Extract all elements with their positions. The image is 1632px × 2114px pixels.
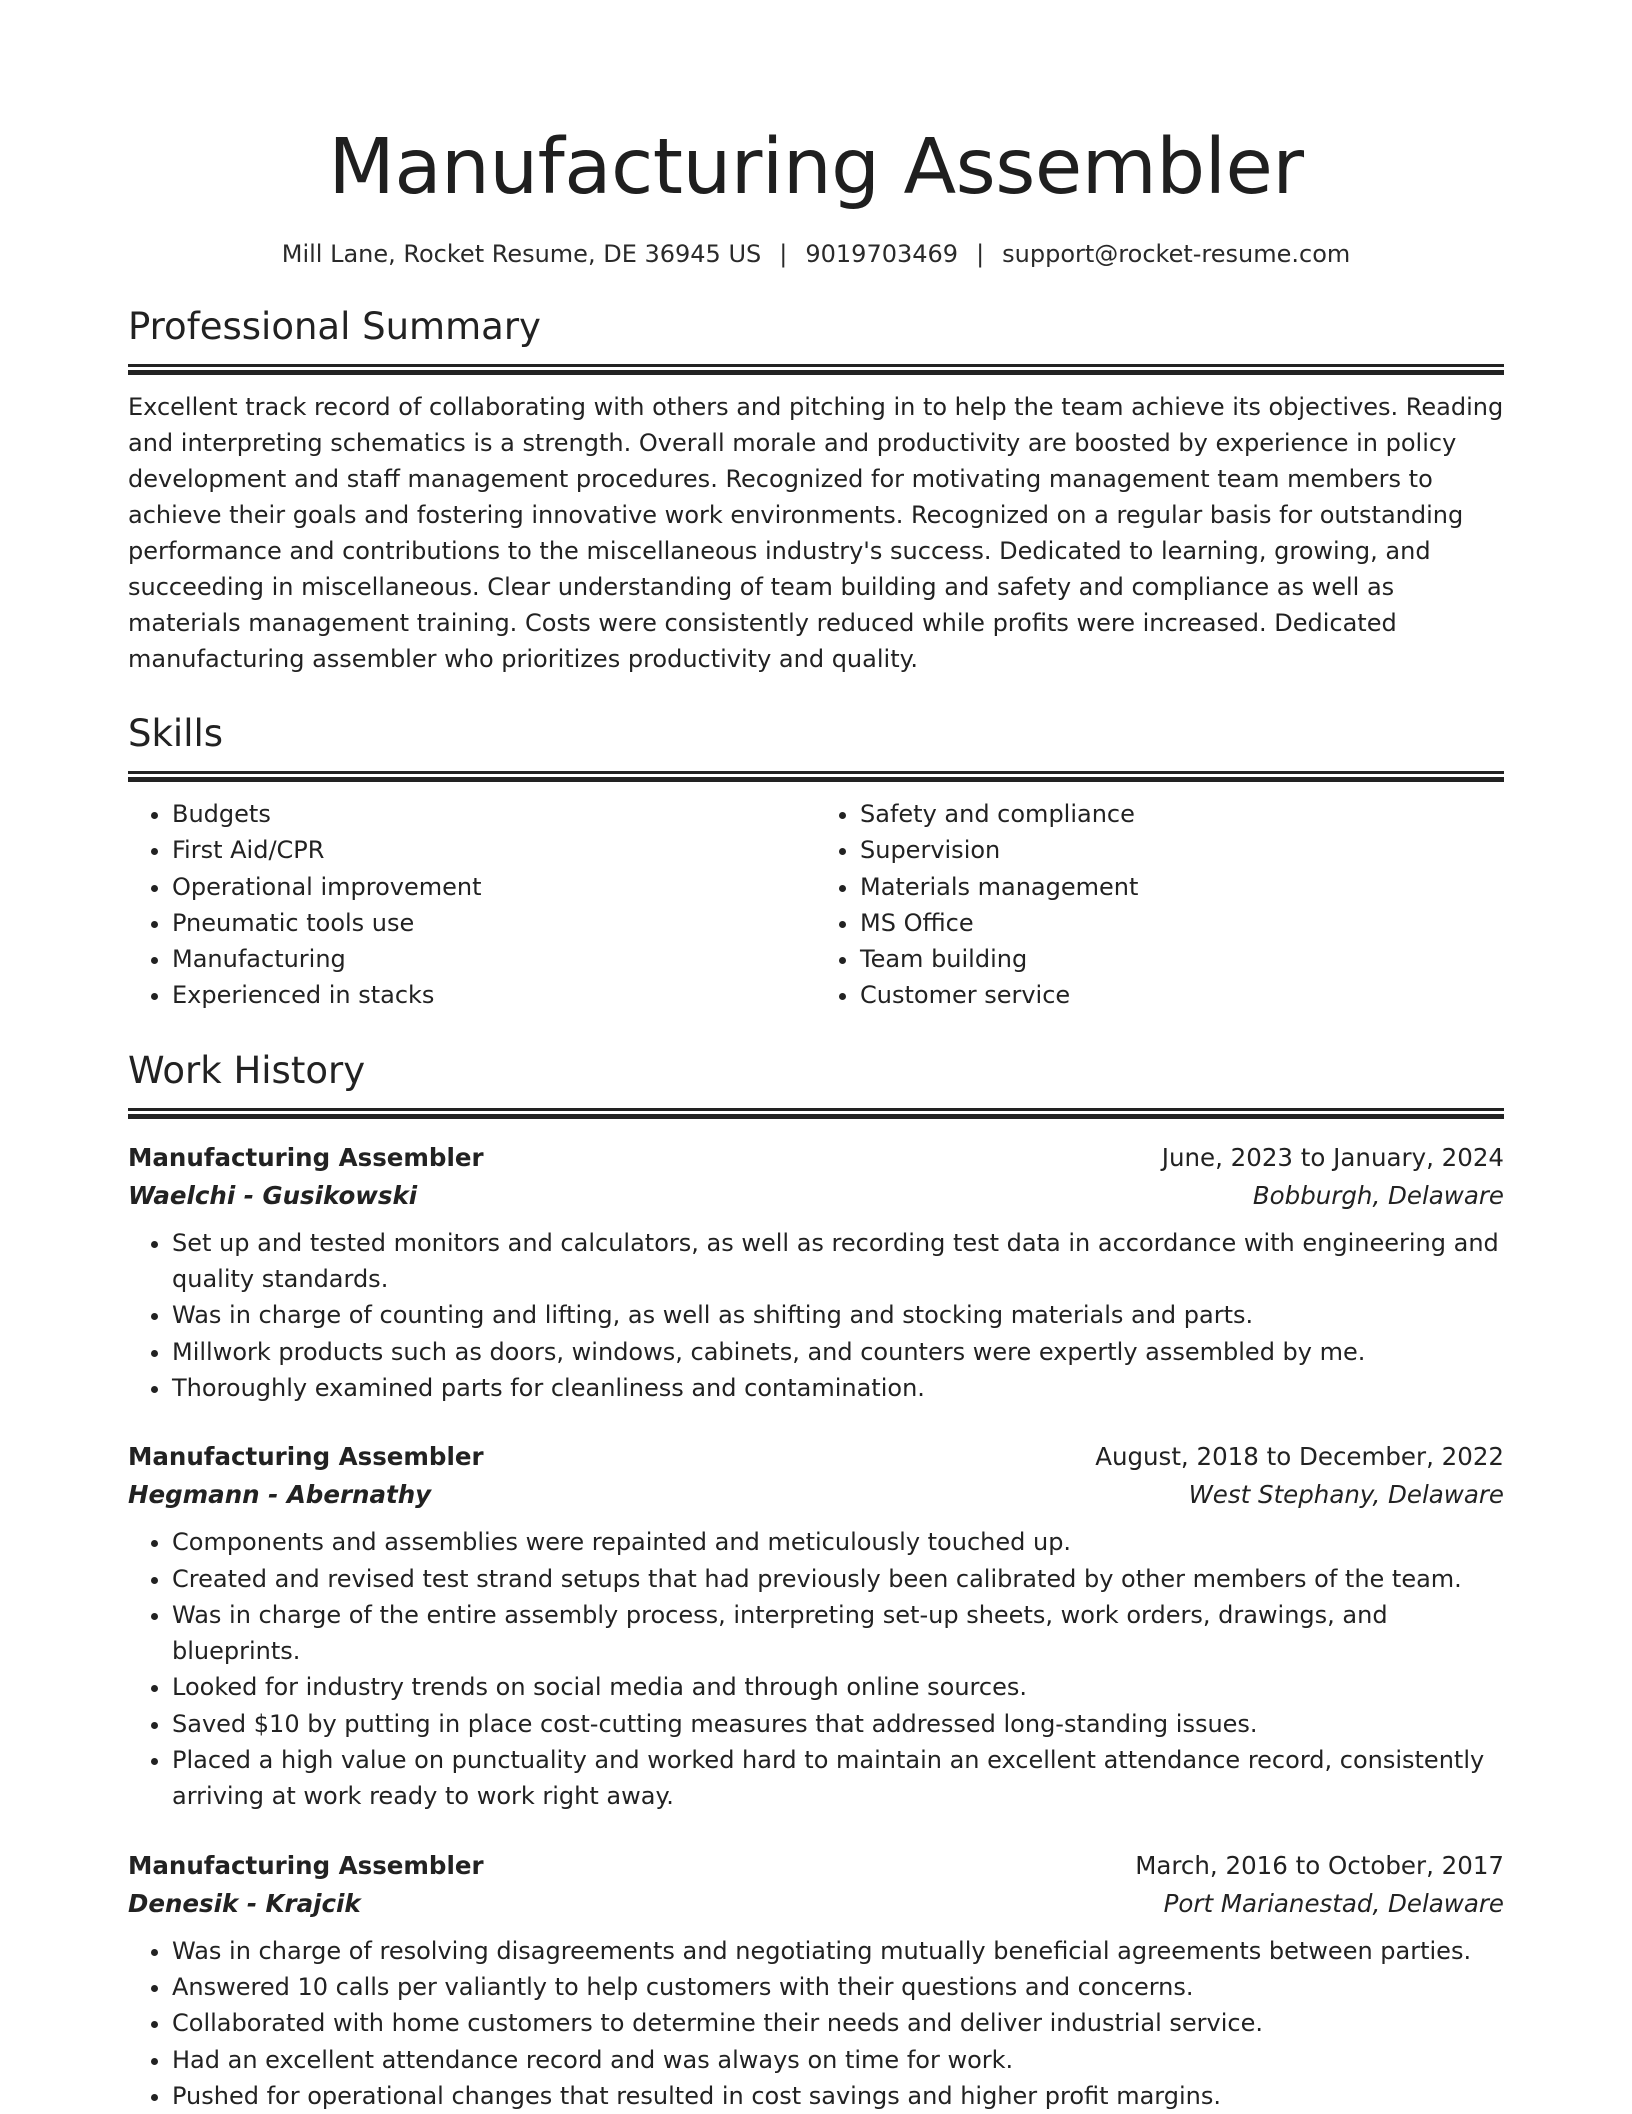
section-divider (128, 771, 1504, 782)
skill-item: • Materials management (860, 869, 1504, 905)
job-title: Manufacturing Assembler (128, 1850, 484, 1880)
contact-separator: | (779, 240, 788, 268)
section-title-summary: Professional Summary (128, 305, 541, 348)
skills-columns (128, 796, 1504, 1014)
skill-item: • Experienced in stacks (172, 977, 816, 1013)
summary-section (128, 304, 1504, 677)
skill-item: • Safety and compliance (860, 796, 1504, 832)
contact-email: support@rocket-resume.com (1002, 240, 1351, 268)
job-location: Bobburgh, Delaware (1252, 1180, 1504, 1210)
job-dates: June, 2023 to January, 2024 (1161, 1142, 1504, 1172)
section-divider (128, 364, 1504, 375)
skill-item: • Supervision (860, 832, 1504, 868)
skill-item: • MS Office (860, 905, 1504, 941)
job-bullet: • Created and revised test strand setups that had previously been calibrated by other members of the team. (172, 1561, 1504, 1597)
job-bullets (128, 1524, 1504, 1814)
job-bullet: • Had an excellent attendance record and was always on time for work. (172, 2042, 1504, 2078)
job-bullet: • Millwork products such as doors, windows, cabinets, and counters were expertly assembled by me. (172, 1334, 1504, 1370)
job-entry (128, 1139, 1504, 1406)
job-bullet: • Set up and tested monitors and calculators, as well as recording test data in accordance with engineering and quality standards. (172, 1225, 1504, 1298)
work-history-section (128, 1048, 1504, 2114)
summary-text: Excellent track record of collaborating with others and pitching in to help the team achieve its objectives. Reading and interpreting schematics is a strength. Overall morale and productivity are boosted by experience in policy development and staff management procedures. Recognized for motivating management team members to achieve their goals and fostering innovative work environments. Recognized on a regular basis for outstanding performance and contributions to the miscellaneous industry's success. Dedicated to learning, growing, and succeeding in miscellaneous. Clear understanding of team building and safety and compliance as well as materials management training. Costs were consistently reduced while profits were increased. Dedicated manufacturing assembler who prioritizes productivity and quality. (128, 393, 1504, 673)
job-bullet: • Components and assemblies were repainted and meticulously touched up. (172, 1524, 1504, 1560)
job-bullet: • Collaborated with home customers to determine their needs and deliver industrial service. (172, 2005, 1504, 2041)
contact-phone: 9019703469 (805, 240, 959, 268)
contact-address: Mill Lane, Rocket Resume, DE 36945 US (281, 240, 762, 268)
job-bullet: • Was in charge of counting and lifting, as well as shifting and stocking materials and parts. (172, 1297, 1504, 1333)
job-company-row (128, 1476, 1504, 1514)
contact-separator: | (976, 240, 985, 268)
job-company: Hegmann - Abernathy (128, 1480, 432, 1510)
skills-list-left (128, 796, 816, 1014)
job-bullet: • Placed a high value on punctuality and worked hard to maintain an excellent attendance record, consistently arriving at work ready to work right away. (172, 1742, 1504, 1815)
skill-item: • Pneumatic tools use (172, 905, 816, 941)
job-dates: March, 2016 to October, 2017 (1135, 1850, 1504, 1880)
resume-page (128, 0, 1504, 2114)
job-company-row (128, 1885, 1504, 1923)
job-entry (128, 1847, 1504, 2114)
section-divider (128, 1108, 1504, 1119)
job-company: Denesik - Krajcik (128, 1888, 361, 1918)
job-bullet: • Saved $10 by putting in place cost-cutting measures that addressed long-standing issues. (172, 1706, 1504, 1742)
job-bullet: • Answered 10 calls per valiantly to help customers with their questions and concerns. (172, 1969, 1504, 2005)
skills-section (128, 711, 1504, 1014)
skill-item: • Operational improvement (172, 869, 816, 905)
job-header-row (128, 1847, 1504, 1885)
job-company-row (128, 1177, 1504, 1215)
contact-line (128, 238, 1504, 270)
job-header-row (128, 1438, 1504, 1476)
section-title-work-history: Work History (128, 1048, 366, 1092)
job-bullets (128, 1933, 1504, 2114)
job-entry (128, 1438, 1504, 1814)
job-dates: August, 2018 to December, 2022 (1095, 1442, 1504, 1472)
job-location: Port Marianestad, Delaware (1163, 1888, 1504, 1918)
job-bullet: • Was in charge of resolving disagreements and negotiating mutually beneficial agreements between parties. (172, 1933, 1504, 1969)
section-title-skills: Skills (128, 712, 224, 755)
job-bullet: • Looked for industry trends on social media and through online sources. (172, 1669, 1504, 1705)
job-company: Waelchi - Gusikowski (128, 1180, 418, 1210)
skill-item: • Manufacturing (172, 941, 816, 977)
skills-list-right (816, 796, 1504, 1014)
job-bullet: • Pushed for operational changes that resulted in cost savings and higher profit margins. (172, 2078, 1504, 2114)
job-title: Manufacturing Assembler (128, 1142, 484, 1172)
job-header-row (128, 1139, 1504, 1177)
skill-item: • Team building (860, 941, 1504, 977)
candidate-name: Manufacturing Assembler (328, 123, 1304, 212)
skill-item: • First Aid/CPR (172, 832, 816, 868)
job-bullet: • Thoroughly examined parts for cleanliness and contamination. (172, 1370, 1504, 1406)
job-title: Manufacturing Assembler (128, 1442, 484, 1472)
skill-item: • Budgets (172, 796, 816, 832)
job-bullets (128, 1225, 1504, 1406)
job-bullet: • Was in charge of the entire assembly process, interpreting set-up sheets, work orders, drawings, and blueprints. (172, 1597, 1504, 1670)
skill-item: • Customer service (860, 977, 1504, 1013)
job-location: West Stephany, Delaware (1188, 1480, 1504, 1510)
